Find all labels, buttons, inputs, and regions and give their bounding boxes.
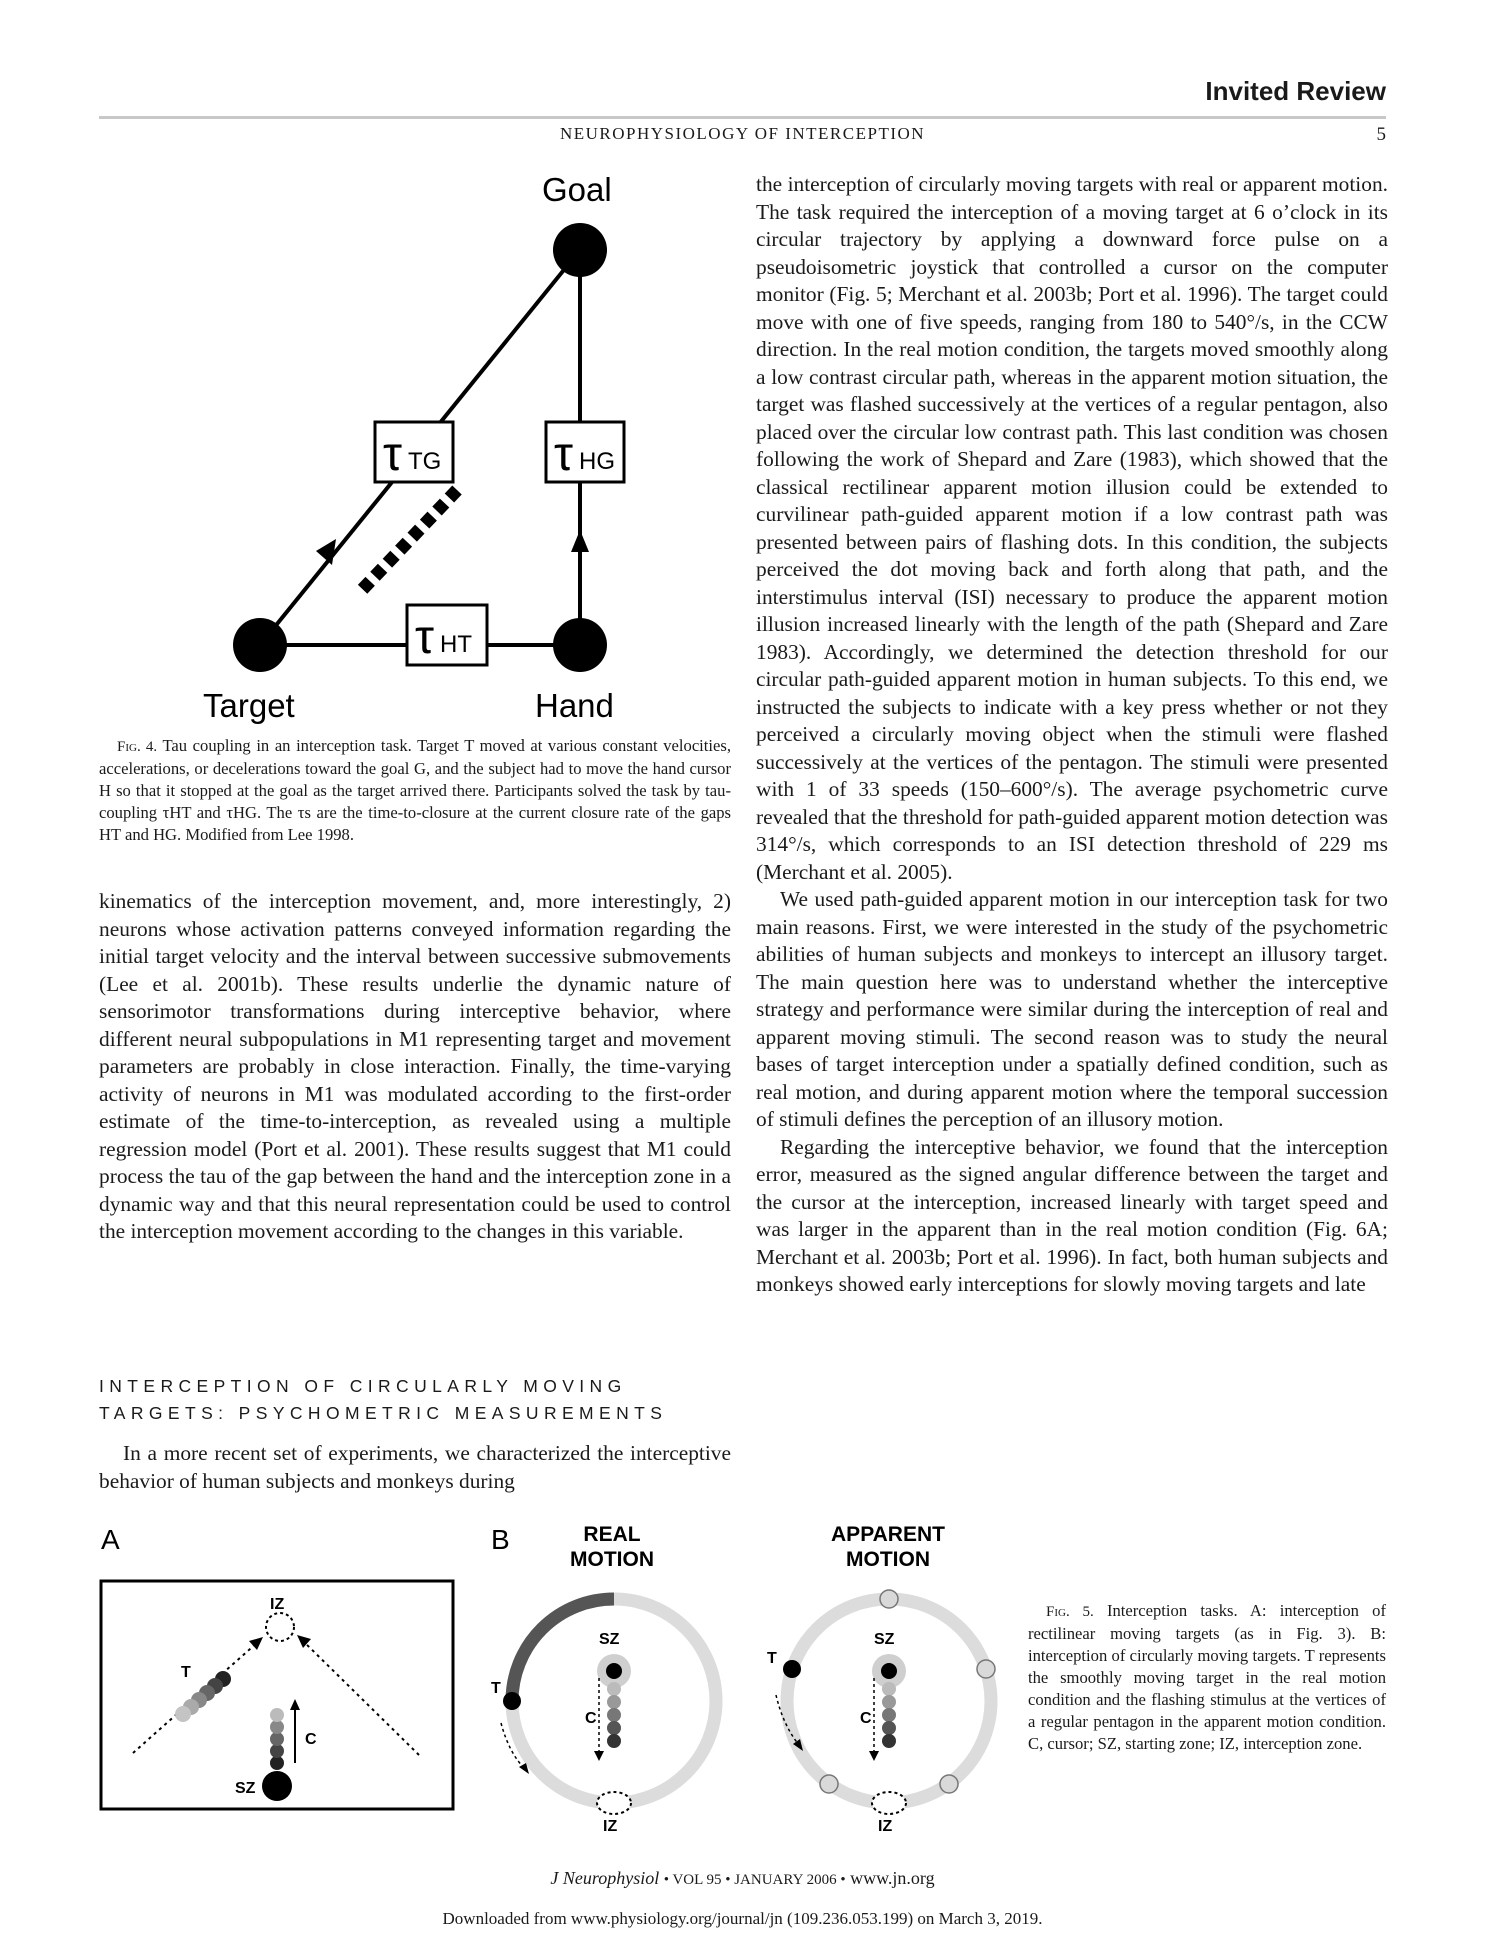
tau-hg-subscript: HG [579,448,615,475]
tau-ht-subscript: HT [440,631,472,658]
pentagon-vertex [820,1775,838,1793]
real-cursor-arrowhead [594,1751,604,1761]
hand-label: Hand [535,687,614,724]
apparent-motion-title-1: APPARENT [831,1523,945,1546]
apparent-iz-label: IZ [878,1818,893,1833]
goal-node [553,223,607,277]
real-sz-label: SZ [599,1631,620,1648]
real-cursor-trail [607,1682,621,1696]
apparent-motion-title-2: MOTION [846,1548,930,1571]
panel-a-cursor-trail [270,1708,284,1722]
panel-b-label: B [491,1524,510,1555]
figure-5-caption [1028,1600,1386,1755]
real-interception-zone [597,1792,631,1814]
right-paragraph-1: the interception of circularly moving targets with real or apparent motion. The task required the interception of a moving target at 6 o’clock in its circular trajectory by applying a downward force pulse on a pseudoisometric joystick that controlled a cursor on the computer monitor (Fig. 5; Merchant et al. 2003b; Port et al. 1996). The target could move with one of five speeds, ranging from 180 to 540°/s, in the CCW direction. In the real motion condition, the targets moved smoothly along a low contrast circular path, whereas in the apparent motion situation, the target was flashed successively at the vertices of a regular pentagon, also placed over the circular low contrast path. This last condition was chosen following the work of Shepard and Zare (1983), which showed that the classical rectilinear apparent motion illusion could be extended to curvilinear path-guided apparent motion if a low contrast path was presented between pairs of flashing dots. In this condition, the subjects perceived the dot moving back and forth along that path, and the interstimulus interval (ISI) necessary to produce the apparent motion illusion increased linearly with the length of the path (Shepard and Zare 1983). Accordingly, we determined the detection threshold for our circular path-guided apparent motion in human subjects. To this end, we instructed the subjects to indicate with a key press whether or not they perceived a circularly moving object when the stimuli were flashed successively at the vertices of the pentagon. The stimuli were presented with 1 of 33 speeds (150–600°/s). The average psychometric curve revealed that the threshold for path-guided apparent motion detection was 314°/s, which corresponds to an ISI detection threshold of 229 ms (Merchant et al. 2005). [756,172,1388,884]
page-number: 5 [1376,124,1386,145]
left-paragraph-1: kinematics of the interception movement, and, more interestingly, 2) neurons whose activation patterns conveyed information regarding the initial target velocity and the interval between successive submovements (Lee et al. 2001b). These results underlie the dynamic nature of sensorimotor transformations during interceptive behavior, where different neural subpopulations in M1 representing target and movement parameters are probably in close interaction. Finally, the time-varying activity of neurons in M1 was modulated according to the first-order estimate of the time-to-interception, as revealed using a multiple regression model (Port et al. 2001). These results suggest that M1 could process the tau of the gap between the hand and the interception zone in a dynamic way and that this neural representation could be used to control the interception movement according to the changes in this variable. [99,889,731,1243]
panel-a-c-label: C [305,1731,317,1748]
tau-tg-symbol: τ [383,428,402,481]
pentagon-vertex [940,1775,958,1793]
real-cursor-trail [607,1734,621,1748]
tau-tg-subscript: TG [408,448,442,475]
real-c-label: C [585,1710,597,1727]
figure-4-caption-text: Tau coupling in an interception task. Target T moved at various constant velocities, accelerations, or decelerations toward the goal G, and the subject had to move the hand cursor H so that it stopped at the goal as the target arrived there. Participants solved the task by tau-coupling τHT and τHG. The τs are the time-to-closure at the current closure rate of the gaps HT and HG. Modified from Lee 1998. [99,736,731,844]
left-paragraph-2: In a more recent set of experiments, we characterized the interceptive behavior of human subjects and monkeys during [99,1441,731,1493]
footer-volume-info: • VOL 95 • JANUARY 2006 • [663,1872,846,1888]
figure-4-caption-label: Fig. 4. [117,739,158,755]
hand-node [553,618,607,672]
target-label: Target [203,687,295,724]
panel-a-iz-label: IZ [270,1596,285,1613]
figure-5-caption-label: Fig. 5. [1046,1604,1094,1620]
pentagon-vertex [880,1590,898,1608]
left-column-body-2 [99,1440,731,1495]
apparent-cursor-trail [882,1708,896,1722]
goal-label: Goal [542,171,612,208]
footer-download-notice: Downloaded from www.physiology.org/journal/jn (109.236.053.199) on March 3, 2019. [442,1909,1043,1928]
left-column-body [99,888,731,1246]
tau-hg-symbol: τ [554,428,573,481]
right-paragraph-3: Regarding the interceptive behavior, we found that the interception error, measured as the signed angular difference between the target and the cursor at the interception, increased linearly with target speed and was larger in the apparent than in the real motion condition (Fig. 6A; Merchant et al. 2003b; Port et al. 1996). In fact, both human subjects and monkeys showed early interceptions for slowly moving targets and late [756,1134,1388,1296]
section-heading-line-2: TARGETS: PSYCHOMETRIC MEASUREMENTS [99,1403,668,1423]
figure-5-diagram [99,1513,1019,1833]
footer-url[interactable]: www.jn.org [850,1868,935,1888]
real-motion-title-2: MOTION [570,1548,654,1571]
header-rule [99,116,1386,119]
apparent-cursor-arrowhead [869,1751,879,1761]
figure-5-caption-text: Interception tasks. A: interception of rectilinear moving targets (as in Fig. 3). B: interception of circularly moving targets. T represents the smoothly moving target in the real motion condition and the flashing stimulus at the vertices of a regular pentagon in the apparent motion condition. C, cursor; SZ, starting zone; IZ, interception zone. [1028,1601,1386,1753]
apparent-interception-zone [872,1792,906,1814]
pentagon-vertex [977,1660,995,1678]
section-label: Invited Review [1205,76,1386,106]
apparent-cursor-trail [882,1721,896,1735]
apparent-cursor-start [881,1663,897,1679]
real-cursor-start [606,1663,622,1679]
tau-ht-symbol: τ [415,611,434,664]
running-head: NEUROPHYSIOLOGY OF INTERCEPTION [559,124,926,143]
real-cursor-trail [607,1695,621,1709]
real-t-label: T [491,1680,501,1697]
apparent-cursor-trail [882,1734,896,1748]
target-node [233,618,287,672]
panel-a-label: A [101,1524,120,1555]
panel-a-starting-zone [262,1771,292,1801]
panel-a-cursor-trail [270,1732,284,1746]
panel-a-cursor-trail [270,1756,284,1770]
apparent-sz-label: SZ [874,1631,895,1648]
apparent-cursor-trail [882,1682,896,1696]
section-heading [99,1373,731,1427]
panel-a-cursor-trail [270,1720,284,1734]
panel-a-sz-label: SZ [235,1780,256,1797]
real-cursor-trail [607,1721,621,1735]
footer-journal-name: J Neurophysiol [550,1868,660,1888]
apparent-t-label: T [767,1650,777,1667]
real-cursor-trail [607,1708,621,1722]
arrow-head-hand-goal [571,530,589,552]
section-heading-line-1: INTERCEPTION OF CIRCULARLY MOVING [99,1376,627,1396]
apparent-cursor-trail [882,1695,896,1709]
panel-a-t-label: T [181,1664,191,1681]
real-iz-label: IZ [603,1818,618,1833]
apparent-c-label: C [860,1710,872,1727]
real-motion-target [503,1692,521,1710]
right-column-body [756,171,1388,1299]
panel-a-cursor-trail [270,1744,284,1758]
panel-a-target-trail [175,1706,191,1722]
figure-4-diagram [190,165,660,725]
real-motion-title-1: REAL [583,1523,641,1546]
footer-journal-line [0,1868,1485,1889]
apparent-motion-target [783,1660,801,1678]
figure-4-caption [99,735,731,846]
right-paragraph-2: We used path-guided apparent motion in our interception task for two main reasons. First, we were interested in the study of the psychometric abilities of human subjects and monkeys to intercept an illusory target. The main question here was to understand whether the interceptive strategy and performance were similar during the interception of real and apparent moving stimuli. The second reason was to study the neural bases of target interception under a spatially defined condition, such as real motion, and during apparent motion where the temporal succession of stimuli defines the perception of an illusory motion. [756,887,1388,1131]
